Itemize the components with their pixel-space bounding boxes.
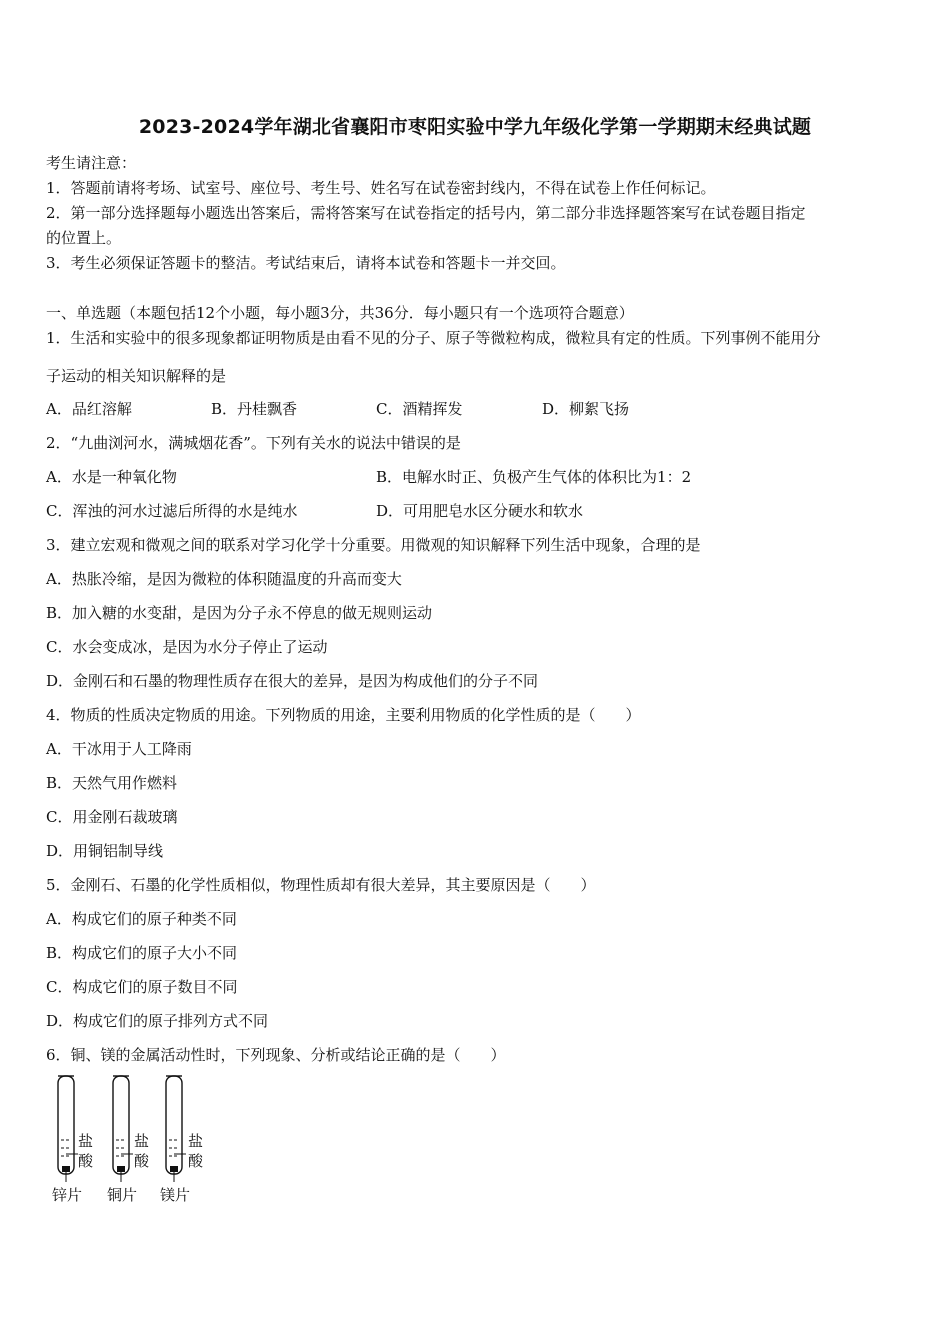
option-d: D．用铜铝制导线 — [46, 842, 164, 860]
acid-label: 酸 — [78, 1152, 94, 1170]
tube-label-magnesium: 镁片 — [160, 1186, 191, 1204]
option-a: A．水是一种氧化物 — [46, 468, 177, 486]
page-title: 2023-2024学年湖北省襄阳市枣阳实验中学九年级化学第一学期期末经典试题 — [138, 116, 812, 138]
question-6-stem: 6．铜、镁的金属活动性时，下列现象、分析或结论正确的是（ ） — [46, 1046, 506, 1064]
option-d: D．构成它们的原子排列方式不同 — [46, 1012, 269, 1030]
acid-label: 酸 — [188, 1152, 204, 1170]
question-5-stem: 5．金刚石、石墨的化学性质相似，物理性质却有很大差异，其主要原因是（ ） — [46, 876, 596, 894]
section-heading: 一、单选题（本题包括12个小题，每小题3分，共36分．每小题只有一个选项符合题意） — [46, 304, 634, 322]
question-3-stem: 3．建立宏观和微观之间的联系对学习化学十分重要。用微观的知识解释下列生活中现象，合理的是 — [46, 536, 701, 554]
question-2-stem: 2．“九曲浏河水，满城烟花香”。下列有关水的说法中错误的是 — [46, 434, 461, 452]
option-c: C．水会变成冰，是因为水分子停止了运动 — [46, 638, 328, 656]
acid-label: 盐 — [134, 1132, 150, 1150]
option-b: B．电解水时正、负极产生气体的体积比为1：2 — [376, 468, 692, 486]
option-b: B．天然气用作燃料 — [46, 774, 178, 792]
acid-label: 盐 — [78, 1132, 94, 1150]
option-c: C．构成它们的原子数目不同 — [46, 978, 238, 996]
question-1-stem-cont: 子运动的相关知识解释的是 — [46, 367, 227, 385]
option-b: B．加入糖的水变甜，是因为分子永不停息的做无规则运动 — [46, 604, 433, 622]
question-4-stem: 4．物质的性质决定物质的用途。下列物质的用途，主要利用物质的化学性质的是（ ） — [46, 706, 641, 724]
notice-item: 1．答题前请将考场、试室号、座位号、考生号、姓名写在试卷密封线内，不得在试卷上作任何标记。 — [46, 179, 716, 197]
notice-heading: 考生请注意： — [46, 154, 137, 172]
option-d: D．柳絮飞扬 — [542, 400, 630, 418]
option-a: A．品红溶解 — [46, 400, 132, 418]
test-tube-magnesium — [160, 1076, 204, 1204]
test-tube-figure — [46, 1074, 221, 1209]
tube-label-copper: 铜片 — [107, 1186, 138, 1204]
question-1-stem: 1．生活和实验中的很多现象都证明物质是由看不见的分子、原子等微粒构成，微粒具有定的性质。下列事例不能用分 — [46, 329, 821, 347]
tube-label-zinc: 锌片 — [52, 1186, 83, 1204]
option-c: C．用金刚石裁玻璃 — [46, 808, 178, 826]
option-d: D．可用肥皂水区分硬水和软水 — [376, 502, 584, 520]
acid-label: 盐 — [188, 1132, 204, 1150]
test-tube-zinc — [52, 1076, 94, 1204]
option-b: B．丹桂飘香 — [211, 400, 298, 418]
notice-item: 的位置上。 — [46, 229, 122, 247]
option-a: A．干冰用于人工降雨 — [46, 740, 192, 758]
option-d: D．金刚石和石墨的物理性质存在很大的差异，是因为构成他们的分子不同 — [46, 672, 539, 690]
test-tube-copper — [107, 1076, 150, 1204]
option-a: A．构成它们的原子种类不同 — [46, 910, 237, 928]
option-c: C．酒精挥发 — [376, 400, 463, 418]
option-b: B．构成它们的原子大小不同 — [46, 944, 238, 962]
acid-label: 酸 — [134, 1152, 150, 1170]
notice-item: 3．考生必须保证答题卡的整洁。考试结束后，请将本试卷和答题卡一并交回。 — [46, 254, 566, 272]
notice-item: 2．第一部分选择题每小题选出答案后，需将答案写在试卷指定的括号内，第二部分非选择题答案写在试卷题目指定 — [46, 204, 806, 222]
option-c: C．浑浊的河水过滤后所得的水是纯水 — [46, 502, 298, 520]
option-a: A．热胀冷缩，是因为微粒的体积随温度的升高而变大 — [46, 570, 402, 588]
